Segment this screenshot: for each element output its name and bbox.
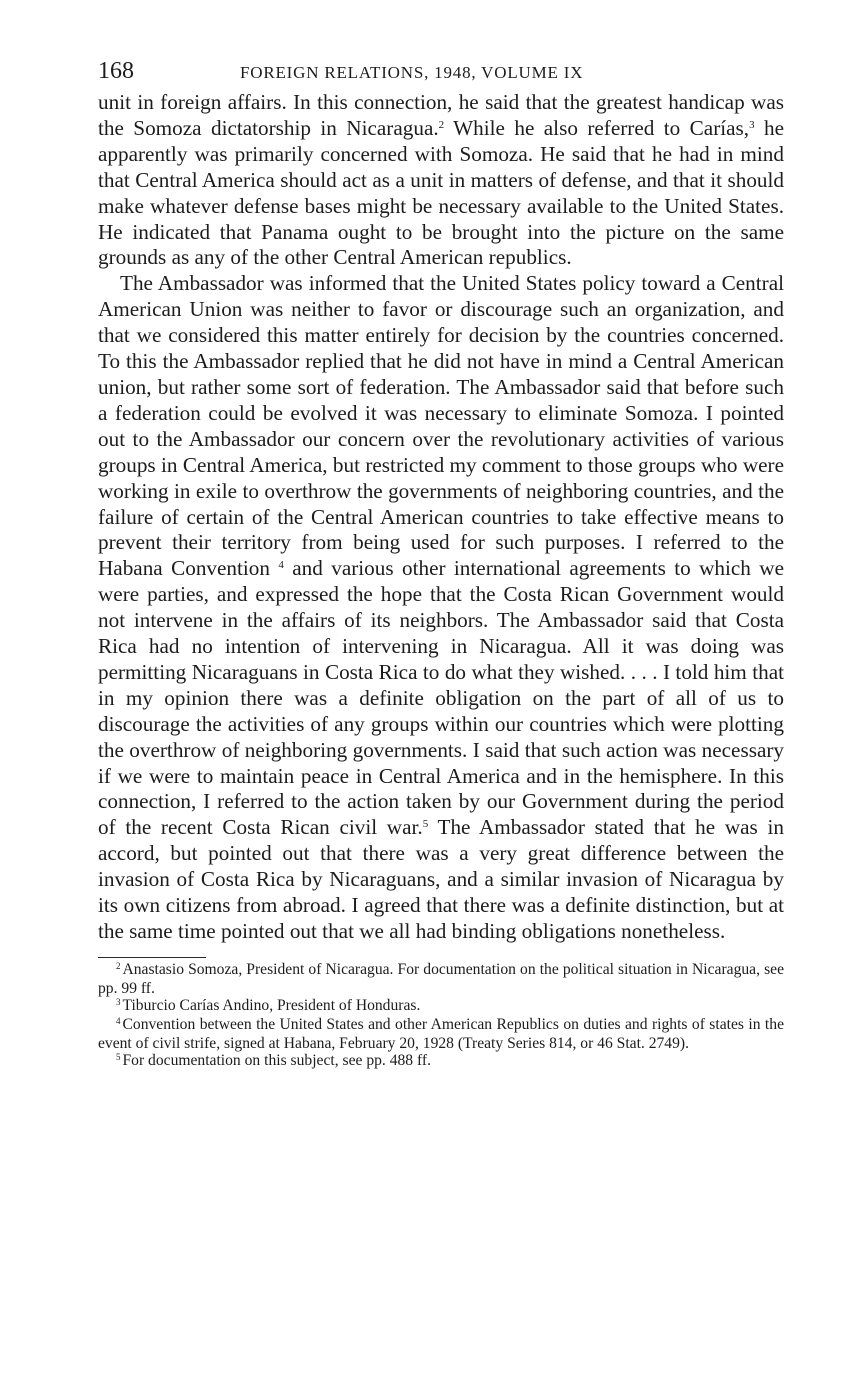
footnote-ref-2: 2 (438, 118, 445, 131)
paragraph-2 (98, 271, 784, 945)
footnote (98, 1052, 784, 1071)
body-text (98, 90, 784, 945)
footnote (98, 961, 784, 997)
footnote (98, 1016, 784, 1052)
running-title: FOREIGN RELATIONS, 1948, VOLUME IX (240, 63, 584, 82)
footnote-text: For documentation on this subject, see pp. 488 ff. (122, 1051, 432, 1069)
paragraph-2-text-a: The Ambassador was informed that the United States policy toward a Central American Union was neither to favor or discourage such an organization, and that we considered this matter entirely for decision by the countries concerned. To this the Ambassador replied that he did not have in mind a Central American union, but rather some sort of federation. The Ambassador said that before such a federation could be evolved it was necessary to eliminate Somoza. I pointed out to the Ambassador our concern over the revolutionary activities of various groups in Central America, but restricted my comment to those groups who were working in exile to overthrow the governments of neighboring countries, and the failure of certain of the Central American countries to take effective means to prevent their territory from being used for such purposes. I referred to the Habana Convention (98, 271, 784, 581)
document-page (98, 56, 784, 1071)
paragraph-2-text-b: and various other international agreements to which we were parties, and expressed the hope that the Costa Rican Government would not intervene in the affairs of its neighbors. The Ambassador said that Costa Rica had no intention of intervening in Nicaragua. All it was doing was permitting Nicaraguans in Costa Rica to do what they wished. . . . I told him that in my opinion there was a definite obligation on the part of all of us to discourage the activities of any groups within our countries which were plotting the overthrow of neighboring governments. I said that such action was necessary if we were to maintain peace in Central America and in the hemisphere. In this connection, I referred to the action taken by our Government during the period of the recent Costa Rican civil war. (98, 556, 784, 840)
footnote-text: Convention between the United States and other American Republics on duties and rights of states in the event of civil strife, signed at Habana, February 20, 1928 (Treaty Series 814, or 46 Stat. 2749). (98, 1015, 784, 1052)
footnote-divider (98, 957, 206, 958)
paragraph-continued (98, 90, 784, 271)
paragraph-2-text-c: The Ambassador stated that he was in accord, but pointed out that there was a very great difference between the invasion of Costa Rica by Nicaraguans, and a similar invasion of Nicaragua by its own citizens from abroad. I agreed that there was a definite distinction, but at the same time pointed out that we all had binding obligations nonetheless. (98, 815, 784, 943)
footnote-text: Tiburcio Carías Andino, President of Honduras. (122, 996, 421, 1014)
footnote-ref-3: 3 (749, 118, 755, 131)
paragraph-1-text-c: he apparently was primarily concerned with Somoza. He said that he had in mind that Central America should act as a unit in matters of defense, and that it should make whatever defense bases might be necessary available to the United States. He indicated that Panama ought to be brought into the picture on the same grounds as any of the other Central American republics. (98, 115, 785, 270)
footnote-ref-4: 4 (278, 559, 284, 572)
footnote-ref-5: 5 (422, 818, 429, 831)
running-header (98, 56, 784, 90)
paragraph-1-text-b: While he also referred to Carías, (444, 115, 750, 140)
paragraph-1-text-a: unit in foreign affairs. In this connection, he said that the greatest handicap was the Somoza dictatorship in Nicaragua. (98, 90, 784, 140)
page-number: 168 (98, 58, 134, 84)
footnotes (98, 961, 784, 1071)
footnote-mark: 3 (116, 996, 121, 1007)
footnote-text: Anastasio Somoza, President of Nicaragua. For documentation on the political situation in Nicaragua, see pp. 99 ff. (98, 960, 784, 997)
footnote-mark: 2 (116, 960, 121, 971)
footnote-mark: 5 (116, 1051, 121, 1062)
footnote-mark: 4 (116, 1015, 121, 1026)
footnote (98, 997, 784, 1016)
